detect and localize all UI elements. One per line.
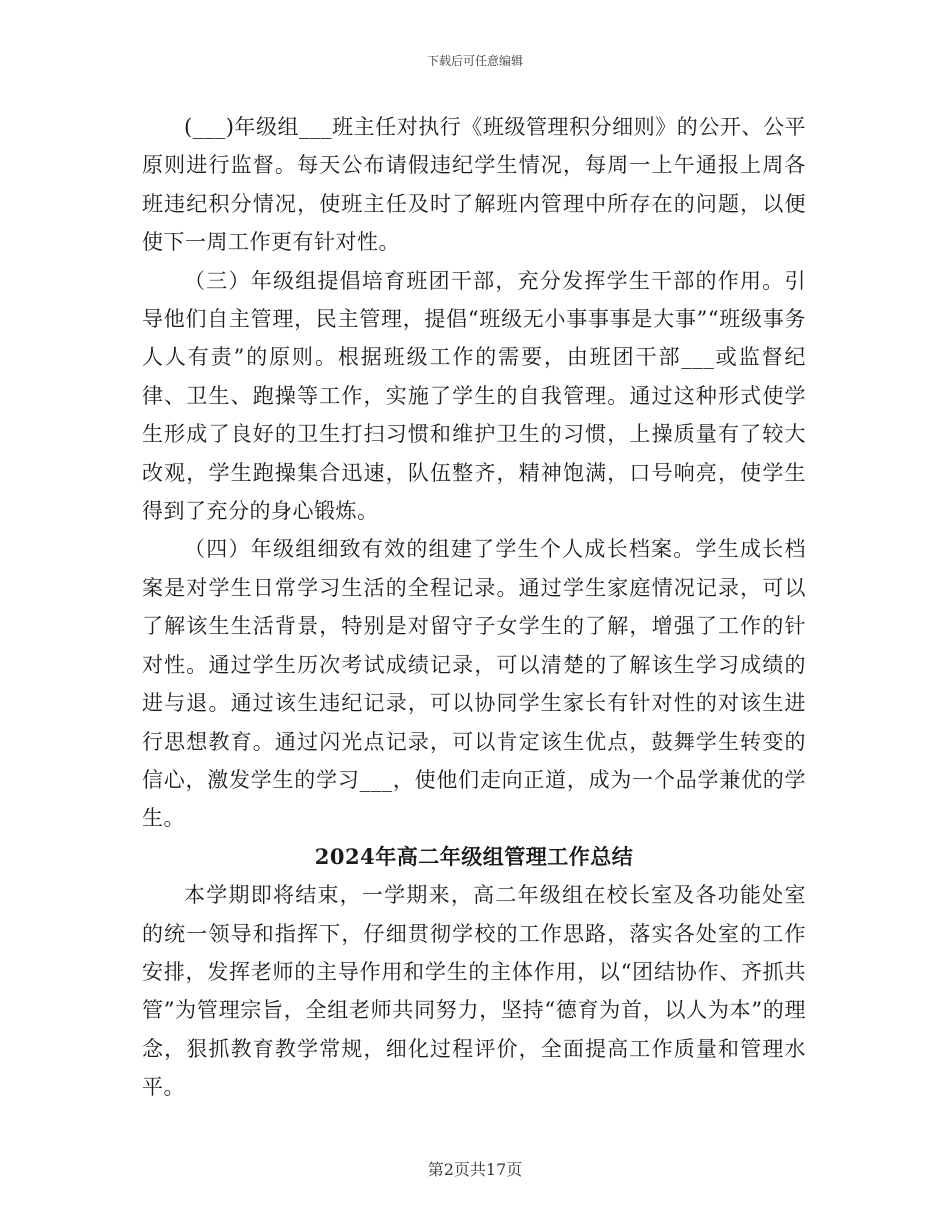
section-title: 2024年高二年级组管理工作总结 bbox=[314, 843, 634, 869]
page-header: 下载后可任意编辑 bbox=[426, 54, 523, 68]
paragraph-supervision: (___)年级组___班主任对执行《班级管理积分细则》的公开、公平原则进行监督。每天公布请假违纪学生情况，每周一上午通报上周各班违纪积分情况，使班主任及时了解班内管理中所存在的问题，以便使下一周工作更有针对性。 bbox=[142, 115, 806, 255]
paragraph-summary-intro: 本学期即将结束，一学期来，高二年级组在校长室及各功能处室的统一领导和指挥下，仔细贯彻学校的工作思路，落实各处室的工作安排，发挥老师的主导作用和学生的主体作用，以“团结协作、齐抓共管”为管理宗旨，全组老师共同努力，坚持“德育为首，以人为本”的理念，狠抓教育教学常规，细化过程评价，全面提高工作质量和管理水平。 bbox=[142, 883, 806, 1100]
document-body bbox=[142, 108, 806, 1107]
paragraph-class-cadres: （三）年级组提倡培育班团干部，充分发挥学生干部的作用。引导他们自主管理，民主管理，提倡“班级无小事事事是大事”“班级事务人人有责”的原则。根据班级工作的需要，由班团干部___或监督纪律、卫生、跑操等工作，实施了学生的自我管理。通过这种形式使学生形成了良好的卫生打扫习惯和维护卫生的习惯，上操质量有了较大改观，学生跑操集合迅速，队伍整齐，精神饱满，口号响亮，使学生得到了充分的身心锻炼。 bbox=[142, 268, 806, 524]
page-footer: 第2页共17页 bbox=[427, 1160, 523, 1179]
paragraph-growth-archives: （四）年级组细致有效的组建了学生个人成长档案。学生成长档案是对学生日常学习生活的全程记录。通过学生家庭情况记录，可以了解该生生活背景，特别是对留守子女学生的了解，增强了工作的针对性。通过学生历次考试成绩记录，可以清楚的了解该生学习成绩的进与退。通过该生违纪记录，可以协同学生家长有针对性的对该生进行思想教育。通过闪光点记录，可以肯定该生优点，鼓舞学生转变的信心，激发学生的学习___，使他们走向正道，成为一个品学兼优的学生。 bbox=[142, 537, 806, 831]
